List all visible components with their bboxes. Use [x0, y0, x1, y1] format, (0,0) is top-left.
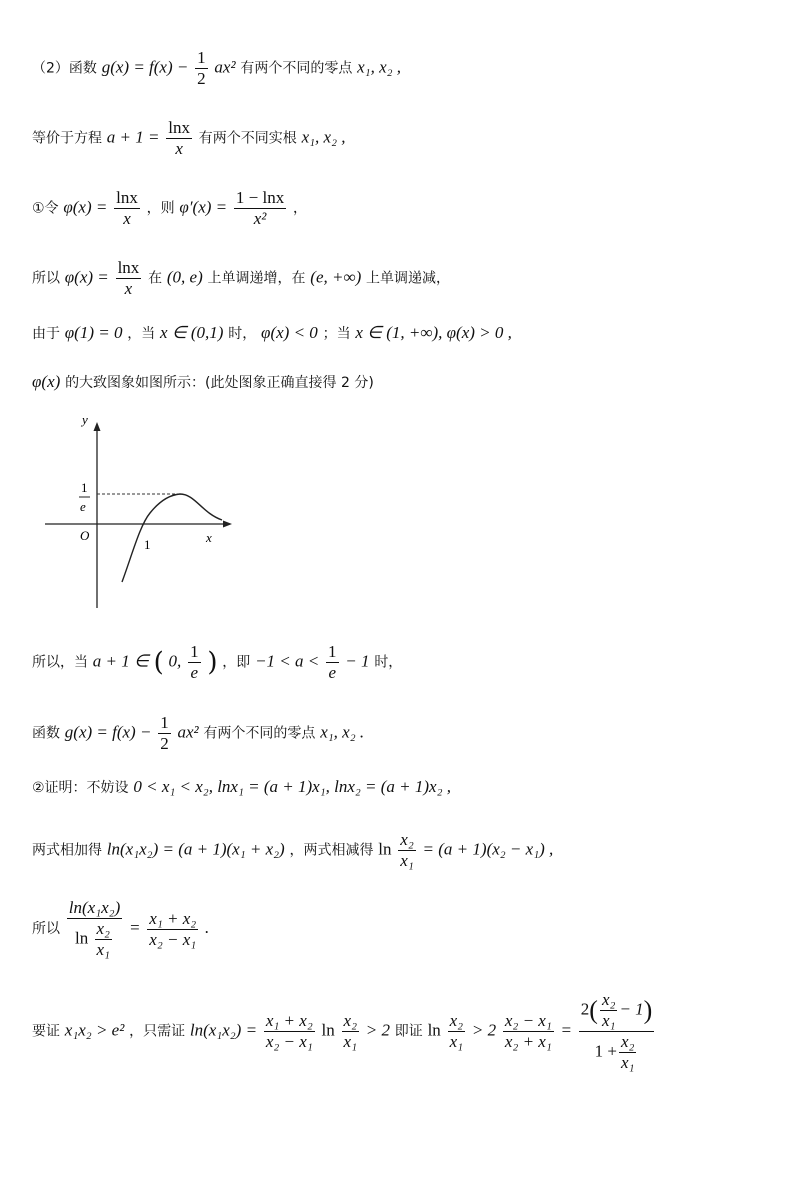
- formula: a + 1 =: [106, 127, 160, 147]
- formula: =: [560, 1020, 573, 1040]
- line-1: [32, 48, 780, 89]
- text: 上单调递减，: [366, 270, 451, 287]
- formula: x₁, x₂ ,: [301, 127, 346, 147]
- text: 要证: [32, 1023, 60, 1040]
- line-5: [32, 323, 780, 344]
- formula: 0,: [168, 651, 182, 671]
- ytick-den: e: [80, 499, 86, 514]
- fraction: $\frac{1}{2}$: [197, 48, 206, 88]
- x-label: x: [206, 530, 212, 545]
- formula: x ∈ (0,1): [160, 323, 224, 342]
- fraction: $\frac{\text{x₂}}{\text{x₁}}$: [343, 1011, 357, 1051]
- text: ，: [293, 200, 308, 217]
- text: ②证明：不妨设: [32, 780, 129, 796]
- formula: φ(1) = 0: [64, 323, 123, 342]
- formula: ax²: [177, 722, 199, 742]
- line-10: [32, 830, 780, 871]
- formula: x₁x₂ > e²: [64, 1020, 125, 1040]
- fraction: ln(x₁x₂) ln $\frac{\text{x₂}}{\text{x₁}}$: [68, 898, 121, 959]
- text: 时，: [374, 654, 403, 671]
- fraction: $\frac{\text{x₂}}{\text{x₁}}$: [449, 1011, 464, 1051]
- formula: ln: [427, 1020, 441, 1040]
- line-8: [32, 713, 780, 754]
- text: 有两个不同的零点: [203, 725, 316, 742]
- fraction: $\frac{\text{x₁ + x₂}}{\text{x₂ − x₁}}$: [265, 1011, 313, 1051]
- text: 在: [148, 270, 163, 287]
- text: 所以: [32, 270, 60, 287]
- formula: ln(x₁x₂) =: [189, 1020, 258, 1040]
- right-paren: ): [207, 647, 218, 678]
- text: 上单调递增，在: [207, 270, 306, 287]
- text: 两式相加得: [32, 842, 102, 859]
- fraction: $\frac{1}{e}$: [190, 642, 199, 682]
- text: ，即: [222, 654, 251, 671]
- text: ①令: [32, 200, 59, 217]
- formula: φ(x) < 0: [261, 323, 318, 342]
- fraction: $\frac{\ln x}{x}$: [117, 258, 140, 298]
- formula: g(x) = f(x) −: [101, 57, 189, 77]
- formula: =: [129, 918, 141, 937]
- formula: φ(x) =: [64, 267, 109, 287]
- text: 有两个不同的零点: [240, 60, 353, 77]
- text: 时，: [228, 326, 257, 342]
- root-label: 1: [144, 537, 151, 552]
- formula: x ∈ (1, +∞), φ(x) > 0 ,: [355, 323, 512, 342]
- y-axis-arrow-icon: [94, 422, 101, 431]
- formula: > 2: [365, 1020, 391, 1040]
- formula: > 2: [471, 1020, 497, 1040]
- fraction: $\frac{\text{x₁ + x₂}}{\text{x₂ − x₁}}$: [149, 908, 197, 949]
- formula: x₁, x₂ ,: [357, 57, 402, 77]
- text: 即证: [394, 1023, 423, 1040]
- fraction: $\frac{\text{x₂}}{\text{x₁}}$: [400, 830, 414, 870]
- fraction: $\frac{\ln x}{x}$: [168, 118, 190, 158]
- function-graph: [40, 410, 240, 610]
- text: 有两个不同实根: [198, 130, 297, 147]
- line-3: [32, 188, 780, 229]
- fraction: $\frac{1 - \ln x}{\text{x²}}$: [235, 188, 285, 228]
- formula: φ(x): [32, 372, 61, 391]
- text: ；当: [322, 326, 351, 342]
- fraction: $\frac{1}{e}$: [328, 642, 337, 682]
- fraction: $\frac{\text{x₂ − x₁}}{\text{x₂ + x₁}}$: [504, 1011, 552, 1051]
- interval: (e, +∞): [310, 267, 362, 287]
- formula: ax²: [214, 57, 236, 77]
- formula: g(x) = f(x) −: [64, 722, 152, 742]
- formula: −1 < a <: [255, 651, 320, 671]
- line-2: [32, 118, 780, 159]
- formula: ln(x₁x₂) = (a + 1)(x₁ + x₂): [106, 839, 285, 859]
- text: ，当: [127, 326, 156, 342]
- origin-label: O: [80, 528, 90, 543]
- left-paren: (: [153, 647, 164, 678]
- formula: = (a + 1)(x₂ − x₁) ,: [422, 839, 554, 859]
- text: ，只需证: [129, 1023, 186, 1040]
- formula: − 1: [345, 651, 370, 671]
- text: 的大致图象如图所示：(此处图象正确直接得 2 分): [65, 375, 374, 391]
- text: 所以: [32, 921, 60, 937]
- text: ，两式相减得: [289, 842, 374, 859]
- formula: φ(x) =: [63, 197, 108, 217]
- interval: (0, e): [166, 267, 203, 287]
- y-label: y: [82, 412, 88, 427]
- line-6: [32, 372, 780, 393]
- formula: ln: [321, 1020, 335, 1040]
- formula: a + 1 ∈: [92, 651, 149, 671]
- formula: ln: [378, 839, 392, 859]
- line-7: [32, 642, 780, 683]
- formula: x₁, x₂ .: [320, 722, 365, 742]
- formula: φ′(x) =: [179, 197, 228, 217]
- line-9: [32, 777, 780, 798]
- ytick-num: 1: [81, 480, 88, 495]
- big-fraction: 2( $\frac{\text{x₂}}{\text{x₁}}$ − 1) 1 + $\frac{\text{x₂}}{\text{x₁}}$: [580, 990, 653, 1072]
- line-12: [32, 990, 780, 1073]
- fraction: $\frac{1}{2}$: [160, 713, 169, 753]
- formula: 0 < x₁ < x₂, lnx₁ = (a + 1)x₁, lnx₂ = (a + 1)x₂ ,: [133, 777, 451, 796]
- text: 函数: [32, 725, 60, 742]
- text: ，则: [146, 200, 175, 217]
- text: 由于: [32, 326, 60, 342]
- text: （2）函数: [32, 60, 97, 77]
- formula: .: [204, 918, 210, 937]
- text: 等价于方程: [32, 130, 102, 147]
- text: 所以，当: [32, 654, 88, 671]
- line-4: [32, 258, 780, 299]
- fraction: $\frac{\ln x}{x}$: [116, 188, 138, 228]
- line-11: [32, 898, 780, 960]
- x-axis-arrow-icon: [223, 521, 232, 528]
